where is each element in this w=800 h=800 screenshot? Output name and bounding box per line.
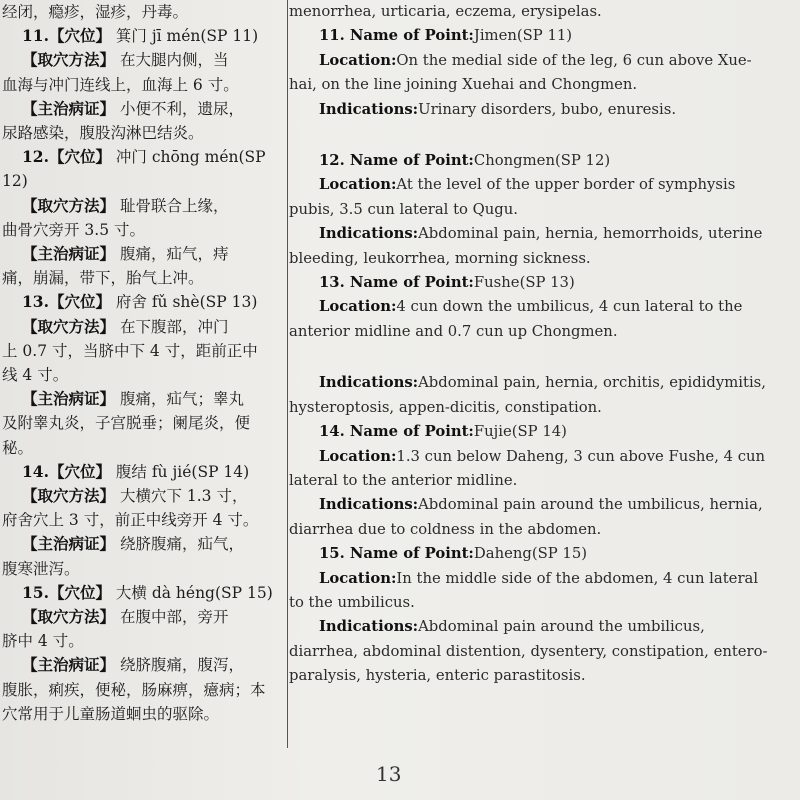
chinese-line <box>2 194 278 218</box>
chinese-line <box>2 48 278 72</box>
indications-sp13 <box>289 371 769 420</box>
location-text: At the level of the upper border of symphysis pubis, 3.5 cun lateral to Qugu. <box>289 176 736 218</box>
chinese-text: 耻骨联合上缘， <box>115 196 229 215</box>
point-heading-sp14 <box>289 420 769 444</box>
indications-sp11 <box>289 98 769 122</box>
chinese-text: 及附睾丸炎，子宫脱垂；阑尾炎，便秘。 <box>2 414 251 457</box>
location-text: 4 cun down the umbilicus, 4 cun lateral to the anterior midline and 0.7 cun up Chongmen. <box>289 298 743 340</box>
indications-text: Abdominal pain, hernia, orchitis, epididymitis, hysteroptosis, appen-dicitis, constipation. <box>289 374 766 416</box>
point-name: Fushe(SP 13) <box>473 274 575 292</box>
chinese-label: 【主治病证】 <box>22 534 116 554</box>
chinese-line <box>2 218 278 242</box>
chinese-line <box>2 363 278 387</box>
chinese-label: 12.【穴位】 <box>22 147 111 167</box>
chinese-line <box>2 460 278 484</box>
chinese-line <box>2 508 278 532</box>
chinese-line <box>2 532 278 556</box>
location-sp15 <box>289 567 769 616</box>
point-name: Chongmen(SP 12) <box>473 152 611 170</box>
location-label: Location: <box>319 298 397 316</box>
chinese-line <box>2 702 278 726</box>
chinese-line <box>2 315 278 339</box>
english-column <box>289 0 769 689</box>
chinese-text: 绕脐腹痛，腹泻， <box>115 656 244 675</box>
chinese-column <box>2 0 278 726</box>
chinese-text: 穴常用于儿童肠道蛔虫的驱除。 <box>2 704 220 723</box>
chinese-line <box>2 242 278 266</box>
chinese-label: 13.【穴位】 <box>22 292 111 312</box>
chinese-label: 【主治病证】 <box>22 655 116 675</box>
chinese-line <box>2 97 278 121</box>
location-sp14 <box>289 445 769 494</box>
chinese-text: 血海与冲门连线上，血海上 6 寸。 <box>2 75 239 94</box>
chinese-label: 15.【穴位】 <box>22 582 111 602</box>
location-sp11 <box>289 49 769 98</box>
chinese-text: 腹寒泄泻。 <box>2 559 80 578</box>
chinese-text: 箕门 jī mén(SP 11) <box>110 27 259 46</box>
location-text: On the medial side of the leg, 6 cun above Xue-hai, on the line joining Xuehai and Chongmen. <box>289 51 752 94</box>
chinese-line <box>2 605 278 629</box>
chinese-text: 在腹中部，旁开 <box>115 608 229 627</box>
chinese-line <box>2 24 278 48</box>
chinese-text: 腹痛，疝气；睾丸 <box>115 390 244 409</box>
chinese-label: 【取穴方法】 <box>22 607 116 627</box>
indications-label: Indications: <box>319 618 419 636</box>
chinese-text: 府舍穴上 3 寸，前正中线旁开 4 寸。 <box>2 511 259 530</box>
location-label: Location: <box>319 176 397 194</box>
chinese-text: 腹胀，痢疾，便秘，肠麻痹，癔病；本 <box>2 680 266 699</box>
chinese-text: 府舍 fǔ shè(SP 13) <box>110 293 258 312</box>
point-heading-label: 11. Name of Point: <box>319 27 474 45</box>
chinese-line <box>2 411 278 459</box>
chinese-line <box>2 387 278 411</box>
chinese-line <box>2 581 278 605</box>
chinese-label: 11.【穴位】 <box>22 26 111 46</box>
point-heading-sp12 <box>289 149 769 173</box>
column-divider <box>287 0 288 748</box>
point-heading-sp15 <box>289 542 769 566</box>
chinese-line <box>2 678 278 702</box>
point-heading-label: 14. Name of Point: <box>319 423 474 441</box>
location-label: Location: <box>319 447 397 465</box>
indications-sp12 <box>289 222 769 271</box>
indications-text: Abdominal pain around the umbilicus, hernia, diarrhea due to coldness in the abdomen. <box>289 496 763 538</box>
location-text: In the middle side of the abdomen, 4 cun lateral to the umbilicus. <box>289 569 759 611</box>
chinese-label: 【取穴方法】 <box>22 316 116 336</box>
chinese-label: 【取穴方法】 <box>22 486 116 506</box>
chinese-line <box>2 557 278 581</box>
chinese-label: 14.【穴位】 <box>22 461 111 481</box>
chinese-label: 【取穴方法】 <box>22 195 116 215</box>
point-heading-sp13 <box>289 271 769 295</box>
chinese-text: 线 4 寸。 <box>2 366 69 385</box>
indications-sp14 <box>289 493 769 542</box>
chinese-line <box>2 484 278 508</box>
chinese-line <box>2 339 278 363</box>
point-name: Jimen(SP 11) <box>473 27 573 45</box>
indications-text: Urinary disorders, bubo, enuresis. <box>418 100 677 118</box>
location-text: 1.3 cun below Daheng, 3 cun above Fushe, 4 cun lateral to the anterior midline. <box>289 447 766 489</box>
indications-sp15 <box>289 615 769 688</box>
continued-text: menorrhea, urticaria, eczema, erysipelas. <box>289 3 602 20</box>
page-number: 13 <box>376 762 402 786</box>
indications-text: Abdominal pain, hernia, hemorrhoids, uterine bleeding, leukorrhea, morning sickness. <box>289 225 763 267</box>
chinese-text: 曲骨穴旁开 3.5 寸。 <box>2 220 146 239</box>
chinese-line <box>2 266 278 290</box>
chinese-text: 腹结 fù jié(SP 14) <box>110 462 250 481</box>
chinese-label: 【主治病证】 <box>22 389 116 409</box>
indications-label: Indications: <box>319 496 419 514</box>
chinese-line <box>2 121 278 145</box>
indications-label: Indications: <box>319 374 419 392</box>
chinese-text: 腹痛，疝气，痔 <box>115 245 229 264</box>
chinese-line <box>2 629 278 653</box>
point-name: Daheng(SP 15) <box>473 545 588 563</box>
chinese-text: 上 0.7 寸，当脐中下 4 寸，距前正中 <box>2 341 258 360</box>
indications-label: Indications: <box>319 225 419 243</box>
chinese-text: 痛，崩漏，带下，胎气上冲。 <box>2 269 204 288</box>
indications-text: Abdominal pain around the umbilicus, diarrhea, abdominal distention, dysentery, constipation, entero-paralysis, hysteria, enteric parastitosis. <box>289 618 768 685</box>
chinese-line <box>2 73 278 97</box>
chinese-label: 【主治病证】 <box>22 98 116 118</box>
chinese-text: 大横穴下 1.3 寸， <box>115 487 248 506</box>
chinese-line <box>2 653 278 677</box>
indications-label: Indications: <box>319 100 419 118</box>
chinese-text: 脐中 4 寸。 <box>2 632 84 651</box>
point-heading-sp11 <box>289 24 769 48</box>
chinese-text: 在下腹部，冲门 <box>115 317 229 336</box>
location-label: Location: <box>319 51 397 69</box>
chinese-text: 冲门 chōng mén(SP 12) <box>2 148 266 191</box>
location-sp12 <box>289 173 769 222</box>
location-sp13 <box>289 295 769 344</box>
chinese-text: 绕脐腹痛，疝气， <box>115 535 244 554</box>
chinese-label: 【主治病证】 <box>22 244 116 264</box>
chinese-text: 小便不利，遗尿， <box>115 99 244 118</box>
point-heading-label: 15. Name of Point: <box>319 545 474 563</box>
point-heading-label: 13. Name of Point: <box>319 274 474 292</box>
point-heading-label: 12. Name of Point: <box>319 152 474 170</box>
chinese-line <box>2 145 278 193</box>
chinese-text: 经闭，瘾疹，湿疹，丹毒。 <box>2 3 189 21</box>
chinese-text: 尿路感染，腹股沟淋巴结炎。 <box>2 124 204 143</box>
chinese-line <box>2 290 278 314</box>
point-name: Fujie(SP 14) <box>473 423 567 441</box>
location-label: Location: <box>319 569 397 587</box>
chinese-text: 在大腿内侧，当 <box>115 51 229 70</box>
chinese-label: 【取穴方法】 <box>22 50 116 70</box>
chinese-line <box>2 0 278 24</box>
chinese-text: 大横 dà héng(SP 15) <box>110 583 273 602</box>
